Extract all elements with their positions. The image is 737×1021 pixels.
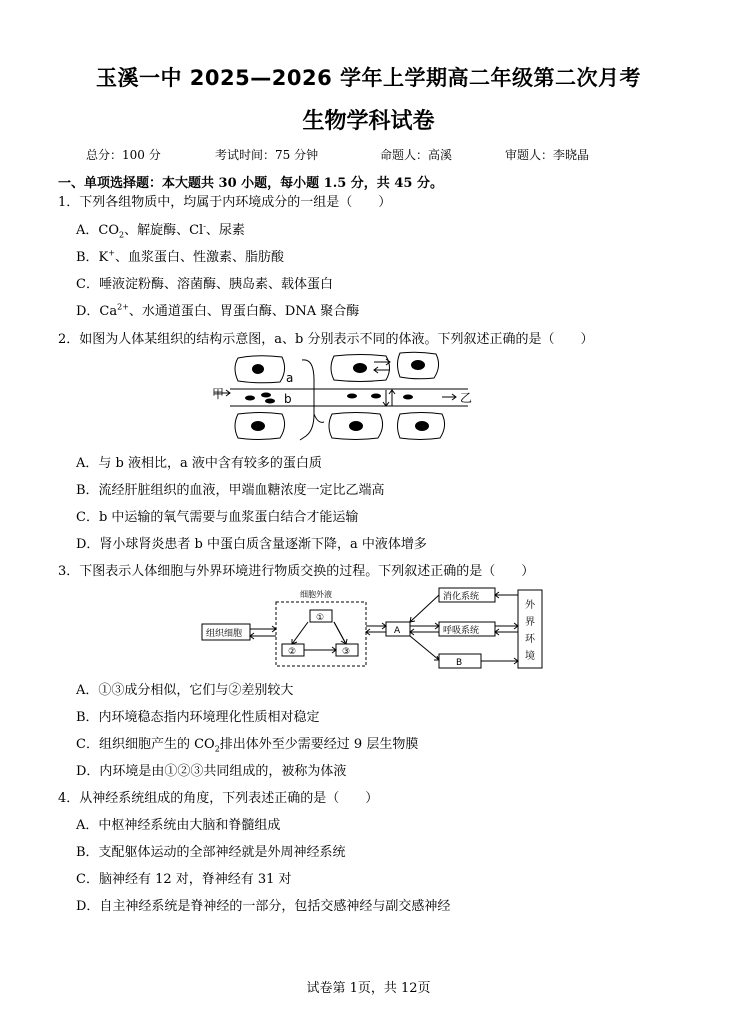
- q4-option-c: C．脑神经有 12 对，脊神经有 31 对: [76, 872, 292, 887]
- q3-option-d: D．内环境是由①②③共同组成的，被称为体液: [76, 764, 347, 779]
- page-footer: 试卷第 1页，共 12页: [306, 981, 431, 996]
- cell-nucleus: [252, 364, 264, 374]
- label-2: ②: [288, 647, 297, 657]
- meta-author: 命题人：高溪: [380, 148, 453, 162]
- q2-option-a: A．与 b 液相比，a 液中含有较多的蛋白质: [76, 456, 322, 471]
- label-env-2: 界: [525, 617, 535, 628]
- label-respiratory-system: 呼吸系统: [443, 626, 480, 636]
- q1-option-b: B．K+、血浆蛋白、性激素、脂肪酸: [76, 248, 284, 265]
- cell-nucleus: [353, 363, 367, 373]
- q3-option-a: A．①③成分相似，它们与②差别较大: [76, 683, 294, 698]
- cell-nucleus: [349, 421, 363, 431]
- q3-option-b: B．内环境稳态指内环境理化性质相对稳定: [76, 710, 320, 725]
- blood-cell: [265, 399, 275, 404]
- q1-option-a: A．$CO_2$、解旋酶、Cl-、尿素: [76, 221, 245, 240]
- blood-cell: [371, 394, 381, 399]
- q1-stem: 1．下列各组物质中，均属于内环境成分的一组是（ ）: [58, 195, 392, 210]
- label-A: A: [394, 626, 401, 636]
- label-a: a: [286, 371, 294, 385]
- q2-option-d: D．肾小球肾炎患者 b 中蛋白质含量逐渐下降，a 中液体增多: [76, 537, 427, 552]
- q3-option-c: C．组织细胞产生的 $CO_2$排出体外至少需要经过 9 层生物膜: [76, 737, 419, 754]
- blood-cell: [403, 395, 413, 400]
- meta-time: 考试时间：75 分钟: [215, 148, 319, 162]
- exam-title: 玉溪一中 2025—2026 学年上学期高二年级第二次月考: [95, 66, 641, 90]
- q1-option-c: C．唾液淀粉酶、溶菌酶、胰岛素、载体蛋白: [76, 277, 333, 292]
- meta-total: 总分：100 分: [86, 148, 161, 162]
- material-exchange-diagram: [196, 582, 550, 672]
- q2-stem: 2．如图为人体某组织的结构示意图，a、b 分别表示不同的体液。下列叙述正确的是（ ）: [58, 332, 594, 347]
- blood-cell: [261, 393, 271, 398]
- label-extracellular-fluid: 细胞外液: [300, 590, 332, 599]
- q1-option-d: D．$Ca^{2+}$、水通道蛋白、胃蛋白酶、DNA 聚合酶: [76, 302, 360, 319]
- label-tissue-cell: 组织细胞: [206, 629, 243, 639]
- label-yi: 乙: [460, 391, 473, 405]
- q4-stem: 4．从神经系统组成的角度，下列表述正确的是（ ）: [58, 791, 379, 806]
- label-b: b: [284, 392, 292, 406]
- exam-subtitle: 生物学科试卷: [302, 109, 435, 134]
- label-env-1: 外: [525, 600, 535, 611]
- label-jia: 甲: [212, 387, 225, 401]
- blood-cell: [347, 394, 357, 399]
- cell-nucleus: [411, 360, 425, 370]
- label-env-4: 境: [525, 651, 535, 662]
- q2-option-b: B．流经肝脏组织的血液，甲端血糖浓度一定比乙端高: [76, 483, 385, 498]
- q3-stem: 3．下图表示人体细胞与外界环境进行物质交换的过程。下列叙述正确的是（ ）: [58, 564, 535, 579]
- section-heading: 一、单项选择题：本大题共 30 小题，每小题 1.5 分，共 45 分。: [58, 176, 443, 191]
- q2-option-c: C．b 中运输的氧气需要与血浆蛋白结合才能运输: [76, 510, 359, 525]
- label-B: B: [456, 658, 463, 668]
- cell-nucleus: [415, 421, 429, 431]
- label-3: ③: [342, 647, 351, 657]
- q4-option-d: D．自主神经系统是脊神经的一部分，包括交感神经与副交感神经: [76, 899, 451, 914]
- cell-nucleus: [251, 421, 265, 431]
- label-digestive-system: 消化系统: [443, 592, 480, 602]
- q4-option-b: B．支配躯体运动的全部神经就是外周神经系统: [76, 845, 346, 860]
- q4-option-a: A．中枢神经系统由大脑和脊髓组成: [76, 818, 281, 833]
- blood-cell: [245, 396, 255, 401]
- tissue-structure-diagram: [210, 350, 480, 446]
- meta-reviewer: 审题人：李晓晶: [505, 148, 590, 162]
- label-env-3: 环: [525, 634, 535, 645]
- label-1: ①: [316, 613, 325, 623]
